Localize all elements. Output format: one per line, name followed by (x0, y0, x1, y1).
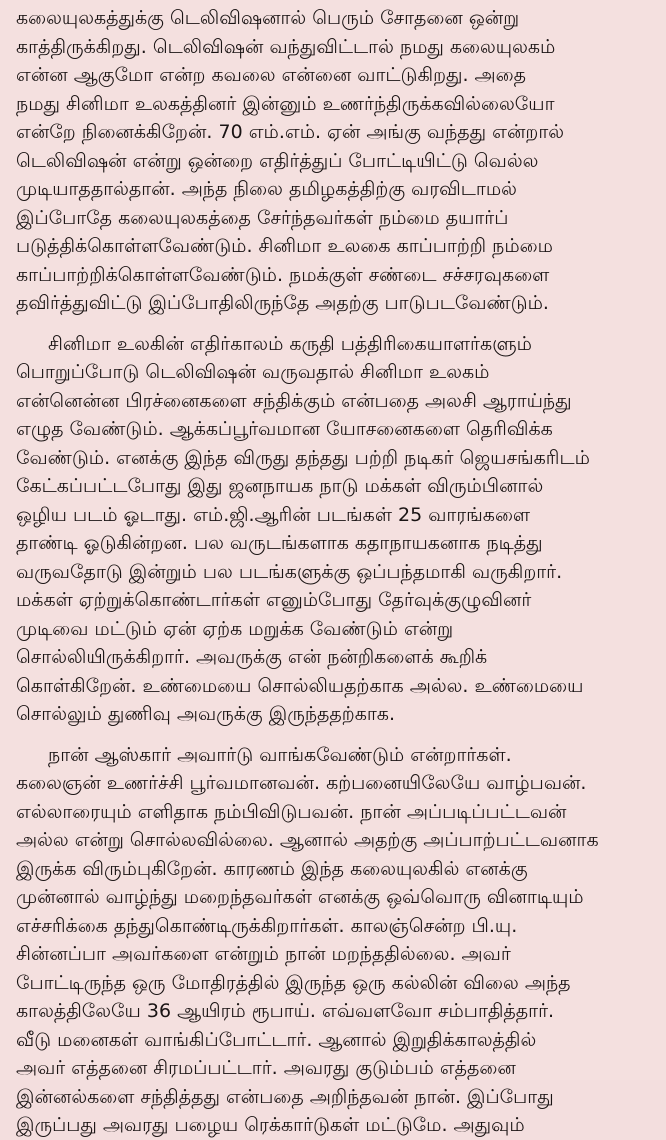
text-line: ஒழிய படம் ஓடாது. எம்.ஜி.ஆரின் படங்கள் 25 வாரங்களை (16, 503, 531, 526)
text-line: போட்டிருந்த ஒரு மோதிரத்தில் இருந்த ஒரு கல்லின் விலை அந்த (16, 971, 571, 994)
text-line: கலைஞன் உணர்ச்சி பூர்வமானவன். கற்பனையிலேயே வாழ்பவன். (16, 772, 587, 794)
text-line: வேண்டும். எனக்கு இந்த விருது தந்தது பற்றி நடிகர் ஜெயசங்கரிடம் (16, 446, 590, 469)
text-line: எழுத வேண்டும். ஆக்கப்பூர்வமான யோசனைகளை தெரிவிக்க (16, 418, 553, 440)
text-line: வருவதோடு இன்றும் பல படங்களுக்கு ஒப்பந்தமாகி வருகிறார். (16, 560, 563, 583)
text-line: கொள்கிறேன். உண்மையை சொல்லியதற்காக அல்ல. உண்மையை (16, 674, 584, 697)
text-line: எல்லாரையும் எளிதாக நம்பிவிடுபவன். நான் அப்படிப்பட்டவன் (16, 800, 567, 823)
paragraph-1 (16, 4, 652, 318)
text-line: காத்திருக்கிறது. டெலிவிஷன் வந்துவிட்டால் நமது கலையுலகம் (16, 35, 556, 58)
text-line: என்னென்ன பிரச்னைகளை சந்திக்கும் என்பதை அலசி ஆராய்ந்து (16, 389, 572, 412)
paragraph-3 (16, 741, 652, 1140)
text-line: வீடு மனைகள் வாங்கிப்போட்டார். ஆனால் இறுதிக்காலத்தில் (16, 1028, 537, 1051)
text-line: இன்னல்களை சந்தித்தது என்பதை அறிந்தவன் நான். இப்போது (16, 1085, 554, 1108)
text-line: இருக்க விரும்புகிறேன். காரணம் இந்த கலையுலகில் எனக்கு (16, 857, 528, 880)
text-line: இருப்பது அவரது பழைய ரெக்கார்டுகள் மட்டுமே. அதுவும் (16, 1114, 525, 1136)
text-line: அவர் எத்தனை சிரமப்பட்டார். அவரது குடும்பம் எத்தனை (16, 1057, 516, 1079)
text-line: என்ன ஆகுமோ என்ற கவலை என்னை வாட்டுகிறது. அதை (16, 64, 527, 86)
text-line: முடியாததால்தான். அந்த நிலை தமிழகத்திற்கு வரவிடாமல் (16, 178, 517, 200)
text-line: தவிர்த்துவிட்டு இப்போதிலிருந்தே அதற்கு பாடுபடவேண்டும். (16, 292, 549, 314)
text-line: இப்போதே கலையுலகத்தை சேர்ந்தவர்கள் நம்மை தயார்ப் (16, 206, 509, 229)
text-line: எச்சரிக்கை தந்துகொண்டிருக்கிறார்கள். காலஞ்சென்ற பி.யு. (16, 914, 518, 937)
text-line: படுத்திக்கொள்ளவேண்டும். சினிமா உலகை காப்பாற்றி நம்மை (16, 235, 553, 257)
text-line: தாண்டி ஓடுகின்றன. பல வருடங்களாக கதாநாயகனாக நடித்து (16, 532, 543, 554)
text-line: மக்கள் ஏற்றுக்கொண்டார்கள் எனும்போது தேர்வுக்குழுவினர் (16, 589, 532, 611)
text-line: முன்னால் வாழ்ந்து மறைந்தவர்கள் எனக்கு ஒவ்வொரு வினாடியும் (16, 886, 584, 908)
text-line: என்றே நினைக்கிறேன். 70 எம்.எம். ஏன் அங்கு வந்தது என்றால் (16, 121, 565, 143)
text-line: சொல்லும் துணிவு அவருக்கு இருந்ததற்காக. (16, 703, 395, 725)
text-line: சின்னப்பா அவர்களை என்றும் நான் மறந்ததில்லை. அவர் (16, 943, 511, 965)
text-line: நான் ஆஸ்கார் அவார்டு வாங்கவேண்டும் என்றார்கள். (48, 743, 512, 766)
text-line: நமது சினிமா உலகத்தினர் இன்னும் உணர்ந்திருக்கவில்லையோ (16, 92, 555, 115)
text-line: டெலிவிஷன் என்று ஒன்றை எதிர்த்துப் போட்டியிட்டு வெல்ல (16, 149, 539, 172)
text-line: சினிமா உலகின் எதிர்காலம் கருதி பத்திரிகையாளர்களும் (48, 332, 532, 355)
text-line: முடிவை மட்டும் ஏன் ஏற்க மறுக்க வேண்டும் என்று (16, 617, 454, 640)
text-line: கேட்கப்பட்டபோது இது ஜனநாயக நாடு மக்கள் விரும்பினால் (16, 475, 544, 497)
paragraph-2 (16, 330, 652, 729)
text-line: கலையுலகத்துக்கு டெலிவிஷனால் பெரும் சோதனை ஒன்று (16, 7, 520, 29)
text-line: அல்ல என்று சொல்லவில்லை. ஆனால் அதற்கு அப்பாற்பட்டவனாக (16, 829, 599, 851)
text-line: பொறுப்போடு டெலிவிஷன் வருவதால் சினிமா உலகம் (16, 361, 490, 383)
text-line: காலத்திலேயே 36 ஆயிரம் ரூபாய். எவ்வளவோ சம்பாதித்தார். (16, 1000, 555, 1022)
text-line: காப்பாற்றிக்கொள்ளவேண்டும். நமக்குள் சண்டை சச்சரவுகளை (16, 263, 550, 286)
text-line: சொல்லியிருக்கிறார். அவருக்கு என் நன்றிகளைக் கூறிக் (16, 646, 488, 668)
